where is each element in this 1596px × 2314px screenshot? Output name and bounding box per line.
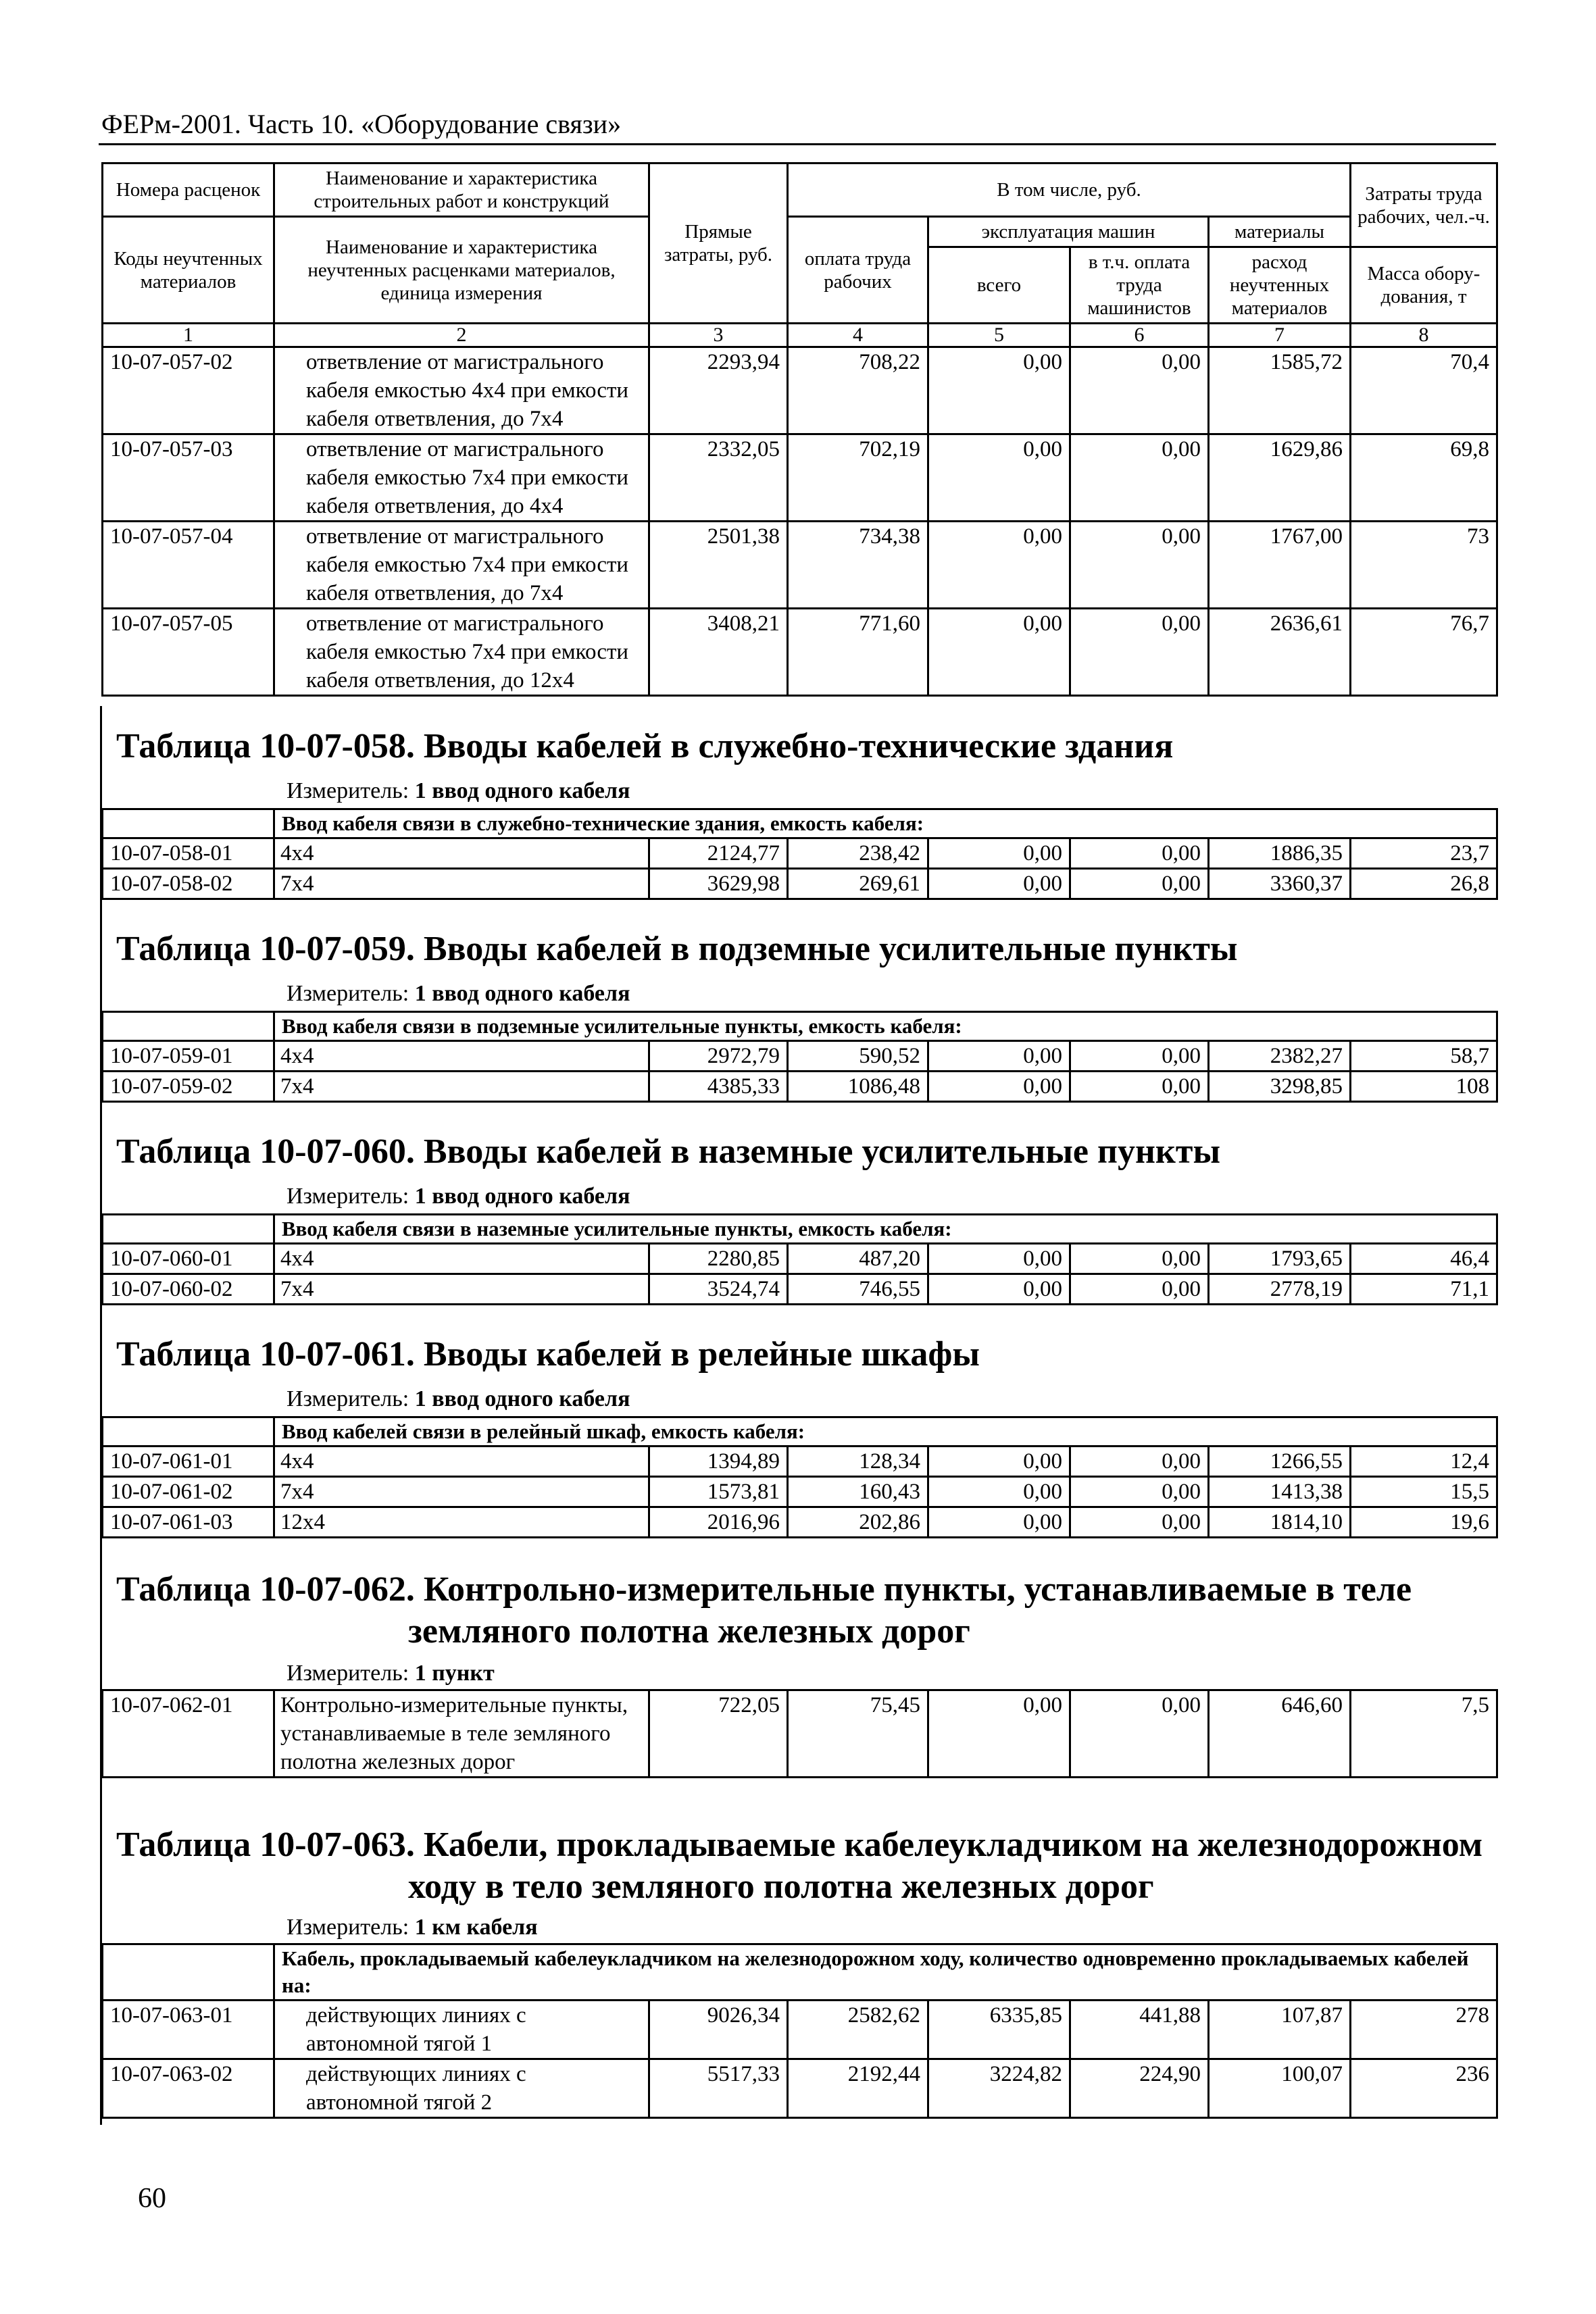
title-line-2: ходу в тело земляного полотна железных дорог — [408, 1867, 1154, 1906]
rate-name: 7х4 — [274, 869, 649, 899]
header-labor-pay: оплата труда рабочих — [788, 217, 928, 324]
direct-costs: 3524,74 — [649, 1274, 788, 1305]
table-060-title: Таблица 10-07-060. Вводы кабелей в наземные усилительные пункты — [116, 1132, 1221, 1171]
rates-table-059 — [101, 1011, 1498, 1103]
rate-name: 4х4 — [274, 1041, 649, 1072]
table-060-meter — [286, 1182, 630, 1211]
rate-code: 10-07-063-02 — [103, 2059, 274, 2118]
header-code-top: Номера расценок — [103, 164, 274, 217]
rate-name: ответвление от магистрального кабеля емкостью 7х4 при емкости кабеля ответвления, до 4х4 — [274, 434, 649, 522]
direct-costs: 2124,77 — [649, 838, 788, 869]
title-line-2: земляного полотна железных дорог — [408, 1612, 970, 1651]
machinist-pay: 0,00 — [1070, 1072, 1209, 1102]
rate-name: действующих линиях с автономной тягой 1 — [274, 2001, 649, 2059]
header-labor-costs: Затраты труда рабочих, чел.-ч. — [1351, 164, 1497, 247]
direct-costs: 5517,33 — [649, 2059, 788, 2118]
labor-costs: 19,6 — [1351, 1507, 1497, 1538]
direct-costs: 1573,81 — [649, 1477, 788, 1507]
labor-costs: 12,4 — [1351, 1447, 1497, 1477]
direct-costs: 2280,85 — [649, 1244, 788, 1274]
table-row — [103, 869, 1497, 899]
table-row — [103, 609, 1497, 696]
materials: 1413,38 — [1209, 1477, 1351, 1507]
rate-code: 10-07-061-02 — [103, 1477, 274, 1507]
rate-code: 10-07-059-01 — [103, 1041, 274, 1072]
machines-total: 0,00 — [928, 1690, 1070, 1778]
machinist-pay: 441,88 — [1070, 2001, 1209, 2059]
column-number: 1 — [103, 324, 274, 347]
labor-pay: 202,86 — [788, 1507, 928, 1538]
direct-costs: 3629,98 — [649, 869, 788, 899]
rates-table-063 — [101, 1943, 1498, 2119]
machinist-pay: 0,00 — [1070, 347, 1209, 434]
meter-label: Измеритель: — [286, 778, 409, 803]
table-059-subheading: Ввод кабеля связи в подземные усилительные пункты, емкость кабеля: — [274, 1012, 1497, 1041]
rate-code: 10-07-061-03 — [103, 1507, 274, 1538]
machinist-pay: 0,00 — [1070, 838, 1209, 869]
machinist-pay: 0,00 — [1070, 1690, 1209, 1778]
table-row — [103, 1041, 1497, 1072]
machines-total: 0,00 — [928, 1041, 1070, 1072]
materials: 1585,72 — [1209, 347, 1351, 434]
meter-value: 1 км кабеля — [414, 1915, 538, 1940]
labor-costs: 71,1 — [1351, 1274, 1497, 1305]
table-row — [103, 838, 1497, 869]
rate-code: 10-07-059-02 — [103, 1072, 274, 1102]
table-061-subheading: Ввод кабелей связи в релейный шкаф, емкость кабеля: — [274, 1417, 1497, 1447]
materials: 646,60 — [1209, 1690, 1351, 1778]
header-direct-costs: Прямые затраты, руб. — [649, 164, 788, 324]
rate-code: 10-07-058-01 — [103, 838, 274, 869]
table-058-meter — [286, 777, 630, 805]
rate-name: 4х4 — [274, 1244, 649, 1274]
rate-code: 10-07-060-01 — [103, 1244, 274, 1274]
meter-value: 1 ввод одного кабеля — [414, 778, 630, 803]
table-063-subheading: Кабель, прокладываемый кабелеукладчиком на железнодорожном ходу, количество одновременно прокладываемых кабелей на: — [274, 1944, 1497, 2001]
rates-table-058 — [101, 808, 1498, 900]
header-rule — [99, 143, 1496, 145]
column-number: 6 — [1070, 324, 1209, 347]
table-062-meter — [286, 1659, 495, 1688]
rate-name: Контрольно-измерительные пункты, устанавливаемые в теле земляного полотна железных дорог — [274, 1690, 649, 1778]
rates-table-057 — [101, 162, 1498, 697]
materials: 2382,27 — [1209, 1041, 1351, 1072]
rates-table-061 — [101, 1416, 1498, 1538]
rate-name: ответвление от магистрального кабеля емкостью 4х4 при емкости кабеля ответвления, до 7х4 — [274, 347, 649, 434]
rate-name: 4х4 — [274, 1447, 649, 1477]
machines-total: 0,00 — [928, 347, 1070, 434]
labor-costs: 236 — [1351, 2059, 1497, 2118]
direct-costs: 4385,33 — [649, 1072, 788, 1102]
table-063-meter — [286, 1913, 538, 1942]
rate-code: 10-07-057-04 — [103, 522, 274, 609]
table-row — [103, 2001, 1497, 2059]
machines-total: 0,00 — [928, 1477, 1070, 1507]
rate-code: 10-07-057-05 — [103, 609, 274, 696]
meter-label: Измеритель: — [286, 1661, 409, 1686]
machines-total: 0,00 — [928, 1244, 1070, 1274]
meter-value: 1 ввод одного кабеля — [414, 1386, 630, 1411]
materials: 3360,37 — [1209, 869, 1351, 899]
materials: 1814,10 — [1209, 1507, 1351, 1538]
machines-total: 0,00 — [928, 1274, 1070, 1305]
column-number: 5 — [928, 324, 1070, 347]
materials: 1629,86 — [1209, 434, 1351, 522]
labor-pay: 771,60 — [788, 609, 928, 696]
rate-name: 7х4 — [274, 1477, 649, 1507]
labor-pay: 702,19 — [788, 434, 928, 522]
table-062-title — [116, 1569, 1412, 1653]
labor-costs: 58,7 — [1351, 1041, 1497, 1072]
direct-costs: 2332,05 — [649, 434, 788, 522]
table-061-meter — [286, 1385, 630, 1413]
header-machinist-pay: в т.ч. оплата труда машинистов — [1070, 247, 1209, 324]
labor-costs: 26,8 — [1351, 869, 1497, 899]
table-row — [103, 347, 1497, 434]
machines-total: 0,00 — [928, 838, 1070, 869]
materials: 107,87 — [1209, 2001, 1351, 2059]
labor-costs: 23,7 — [1351, 838, 1497, 869]
table-059-meter — [286, 980, 630, 1008]
rate-code: 10-07-061-01 — [103, 1447, 274, 1477]
header-machines-total: всего — [928, 247, 1070, 324]
labor-costs: 76,7 — [1351, 609, 1497, 696]
rates-table-060 — [101, 1213, 1498, 1305]
header-mass: Масса обору-дования, т — [1351, 247, 1497, 324]
rate-code: 10-07-062-01 — [103, 1690, 274, 1778]
direct-costs: 2501,38 — [649, 522, 788, 609]
meter-value: 1 ввод одного кабеля — [414, 1184, 630, 1209]
labor-pay: 2192,44 — [788, 2059, 928, 2118]
direct-costs: 9026,34 — [649, 2001, 788, 2059]
labor-pay: 75,45 — [788, 1690, 928, 1778]
rate-name: ответвление от магистрального кабеля емкостью 7х4 при емкости кабеля ответвления, до 7х4 — [274, 522, 649, 609]
table-063-title — [116, 1824, 1482, 1908]
machines-total: 6335,85 — [928, 2001, 1070, 2059]
table-row — [103, 1072, 1497, 1102]
table-row — [103, 2059, 1497, 2118]
machinist-pay: 0,00 — [1070, 869, 1209, 899]
rate-code: 10-07-063-01 — [103, 2001, 274, 2059]
labor-pay: 708,22 — [788, 347, 928, 434]
column-number: 3 — [649, 324, 788, 347]
labor-costs: 69,8 — [1351, 434, 1497, 522]
labor-costs: 73 — [1351, 522, 1497, 609]
table-060-subheading: Ввод кабеля связи в наземные усилительные пункты, емкость кабеля: — [274, 1215, 1497, 1244]
materials: 3298,85 — [1209, 1072, 1351, 1102]
rate-code: 10-07-060-02 — [103, 1274, 274, 1305]
labor-costs: 7,5 — [1351, 1690, 1497, 1778]
labor-pay: 269,61 — [788, 869, 928, 899]
rate-name: действующих линиях с автономной тягой 2 — [274, 2059, 649, 2118]
left-margin-rule — [100, 706, 102, 2125]
title-line-1: Таблица 10-07-063. Кабели, прокладываемые кабелеукладчиком на железнодорожном — [116, 1826, 1483, 1864]
header-code-bottom: Коды неучтенных материалов — [103, 217, 274, 324]
meter-value: 1 пункт — [414, 1661, 495, 1686]
direct-costs: 3408,21 — [649, 609, 788, 696]
machinist-pay: 0,00 — [1070, 1477, 1209, 1507]
direct-costs: 722,05 — [649, 1690, 788, 1778]
meter-label: Измеритель: — [286, 1184, 409, 1209]
table-row — [103, 1244, 1497, 1274]
table-058-title: Таблица 10-07-058. Вводы кабелей в служебно-технические здания — [116, 727, 1174, 765]
labor-costs: 46,4 — [1351, 1244, 1497, 1274]
rates-table-062 — [101, 1689, 1498, 1778]
direct-costs: 1394,89 — [649, 1447, 788, 1477]
table-061-title: Таблица 10-07-061. Вводы кабелей в релейные шкафы — [116, 1335, 980, 1374]
table-row — [103, 522, 1497, 609]
column-number: 8 — [1351, 324, 1497, 347]
labor-pay: 734,38 — [788, 522, 928, 609]
labor-pay: 160,43 — [788, 1477, 928, 1507]
materials: 100,07 — [1209, 2059, 1351, 2118]
machines-total: 3224,82 — [928, 2059, 1070, 2118]
running-header: ФЕРм-2001. Часть 10. «Оборудование связи» — [101, 109, 622, 139]
rate-name: ответвление от магистрального кабеля емкостью 7х4 при емкости кабеля ответвления, до 12х4 — [274, 609, 649, 696]
table-row — [103, 1477, 1497, 1507]
direct-costs: 2293,94 — [649, 347, 788, 434]
machinist-pay: 0,00 — [1070, 609, 1209, 696]
materials: 2778,19 — [1209, 1274, 1351, 1305]
machines-total: 0,00 — [928, 434, 1070, 522]
title-line-1: Таблица 10-07-062. Контрольно-измерительные пункты, устанавливаемые в теле — [116, 1570, 1412, 1609]
rate-name: 7х4 — [274, 1072, 649, 1102]
machines-total: 0,00 — [928, 1507, 1070, 1538]
rate-name: 7х4 — [274, 1274, 649, 1305]
header-incl: В том числе, руб. — [788, 164, 1351, 217]
header-name-top: Наименование и характеристика строительных работ и конструкций — [274, 164, 649, 217]
header-machines: эксплуатация машин — [928, 217, 1209, 247]
rate-code: 10-07-057-03 — [103, 434, 274, 522]
labor-costs: 278 — [1351, 2001, 1497, 2059]
table-row — [103, 1274, 1497, 1305]
labor-pay: 238,42 — [788, 838, 928, 869]
materials: 1793,65 — [1209, 1244, 1351, 1274]
machinist-pay: 224,90 — [1070, 2059, 1209, 2118]
header-materials: материалы — [1209, 217, 1351, 247]
machinist-pay: 0,00 — [1070, 1041, 1209, 1072]
direct-costs: 2016,96 — [649, 1507, 788, 1538]
labor-costs: 15,5 — [1351, 1477, 1497, 1507]
column-number: 7 — [1209, 324, 1351, 347]
machinist-pay: 0,00 — [1070, 1507, 1209, 1538]
machinist-pay: 0,00 — [1070, 1447, 1209, 1477]
machinist-pay: 0,00 — [1070, 1274, 1209, 1305]
header-name-bottom: Наименование и характеристика неучтенных расценками материалов, единица измерения — [274, 217, 649, 324]
labor-costs: 70,4 — [1351, 347, 1497, 434]
machines-total: 0,00 — [928, 609, 1070, 696]
header-material-use: расход неучтенных материалов — [1209, 247, 1351, 324]
column-number: 2 — [274, 324, 649, 347]
direct-costs: 2972,79 — [649, 1041, 788, 1072]
rate-name: 12х4 — [274, 1507, 649, 1538]
meter-label: Измеритель: — [286, 1915, 409, 1940]
rate-code: 10-07-057-02 — [103, 347, 274, 434]
labor-pay: 746,55 — [788, 1274, 928, 1305]
machinist-pay: 0,00 — [1070, 434, 1209, 522]
page-number: 60 — [138, 2183, 166, 2214]
table-row — [103, 1447, 1497, 1477]
column-number: 4 — [788, 324, 928, 347]
labor-pay: 590,52 — [788, 1041, 928, 1072]
labor-pay: 487,20 — [788, 1244, 928, 1274]
meter-label: Измеритель: — [286, 981, 409, 1006]
machines-total: 0,00 — [928, 522, 1070, 609]
table-059-title: Таблица 10-07-059. Вводы кабелей в подземные усилительные пункты — [116, 930, 1238, 968]
meter-label: Измеритель: — [286, 1386, 409, 1411]
meter-value: 1 ввод одного кабеля — [414, 981, 630, 1006]
machines-total: 0,00 — [928, 1447, 1070, 1477]
machinist-pay: 0,00 — [1070, 522, 1209, 609]
materials: 1886,35 — [1209, 838, 1351, 869]
materials: 2636,61 — [1209, 609, 1351, 696]
machinist-pay: 0,00 — [1070, 1244, 1209, 1274]
table-row — [103, 1507, 1497, 1538]
rate-code: 10-07-058-02 — [103, 869, 274, 899]
materials: 1266,55 — [1209, 1447, 1351, 1477]
labor-pay: 2582,62 — [788, 2001, 928, 2059]
table-row — [103, 434, 1497, 522]
labor-costs: 108 — [1351, 1072, 1497, 1102]
machines-total: 0,00 — [928, 869, 1070, 899]
labor-pay: 128,34 — [788, 1447, 928, 1477]
rate-name: 4х4 — [274, 838, 649, 869]
table-row — [103, 1690, 1497, 1778]
table-058-subheading: Ввод кабеля связи в служебно-технические здания, емкость кабеля: — [274, 809, 1497, 838]
labor-pay: 1086,48 — [788, 1072, 928, 1102]
machines-total: 0,00 — [928, 1072, 1070, 1102]
materials: 1767,00 — [1209, 522, 1351, 609]
